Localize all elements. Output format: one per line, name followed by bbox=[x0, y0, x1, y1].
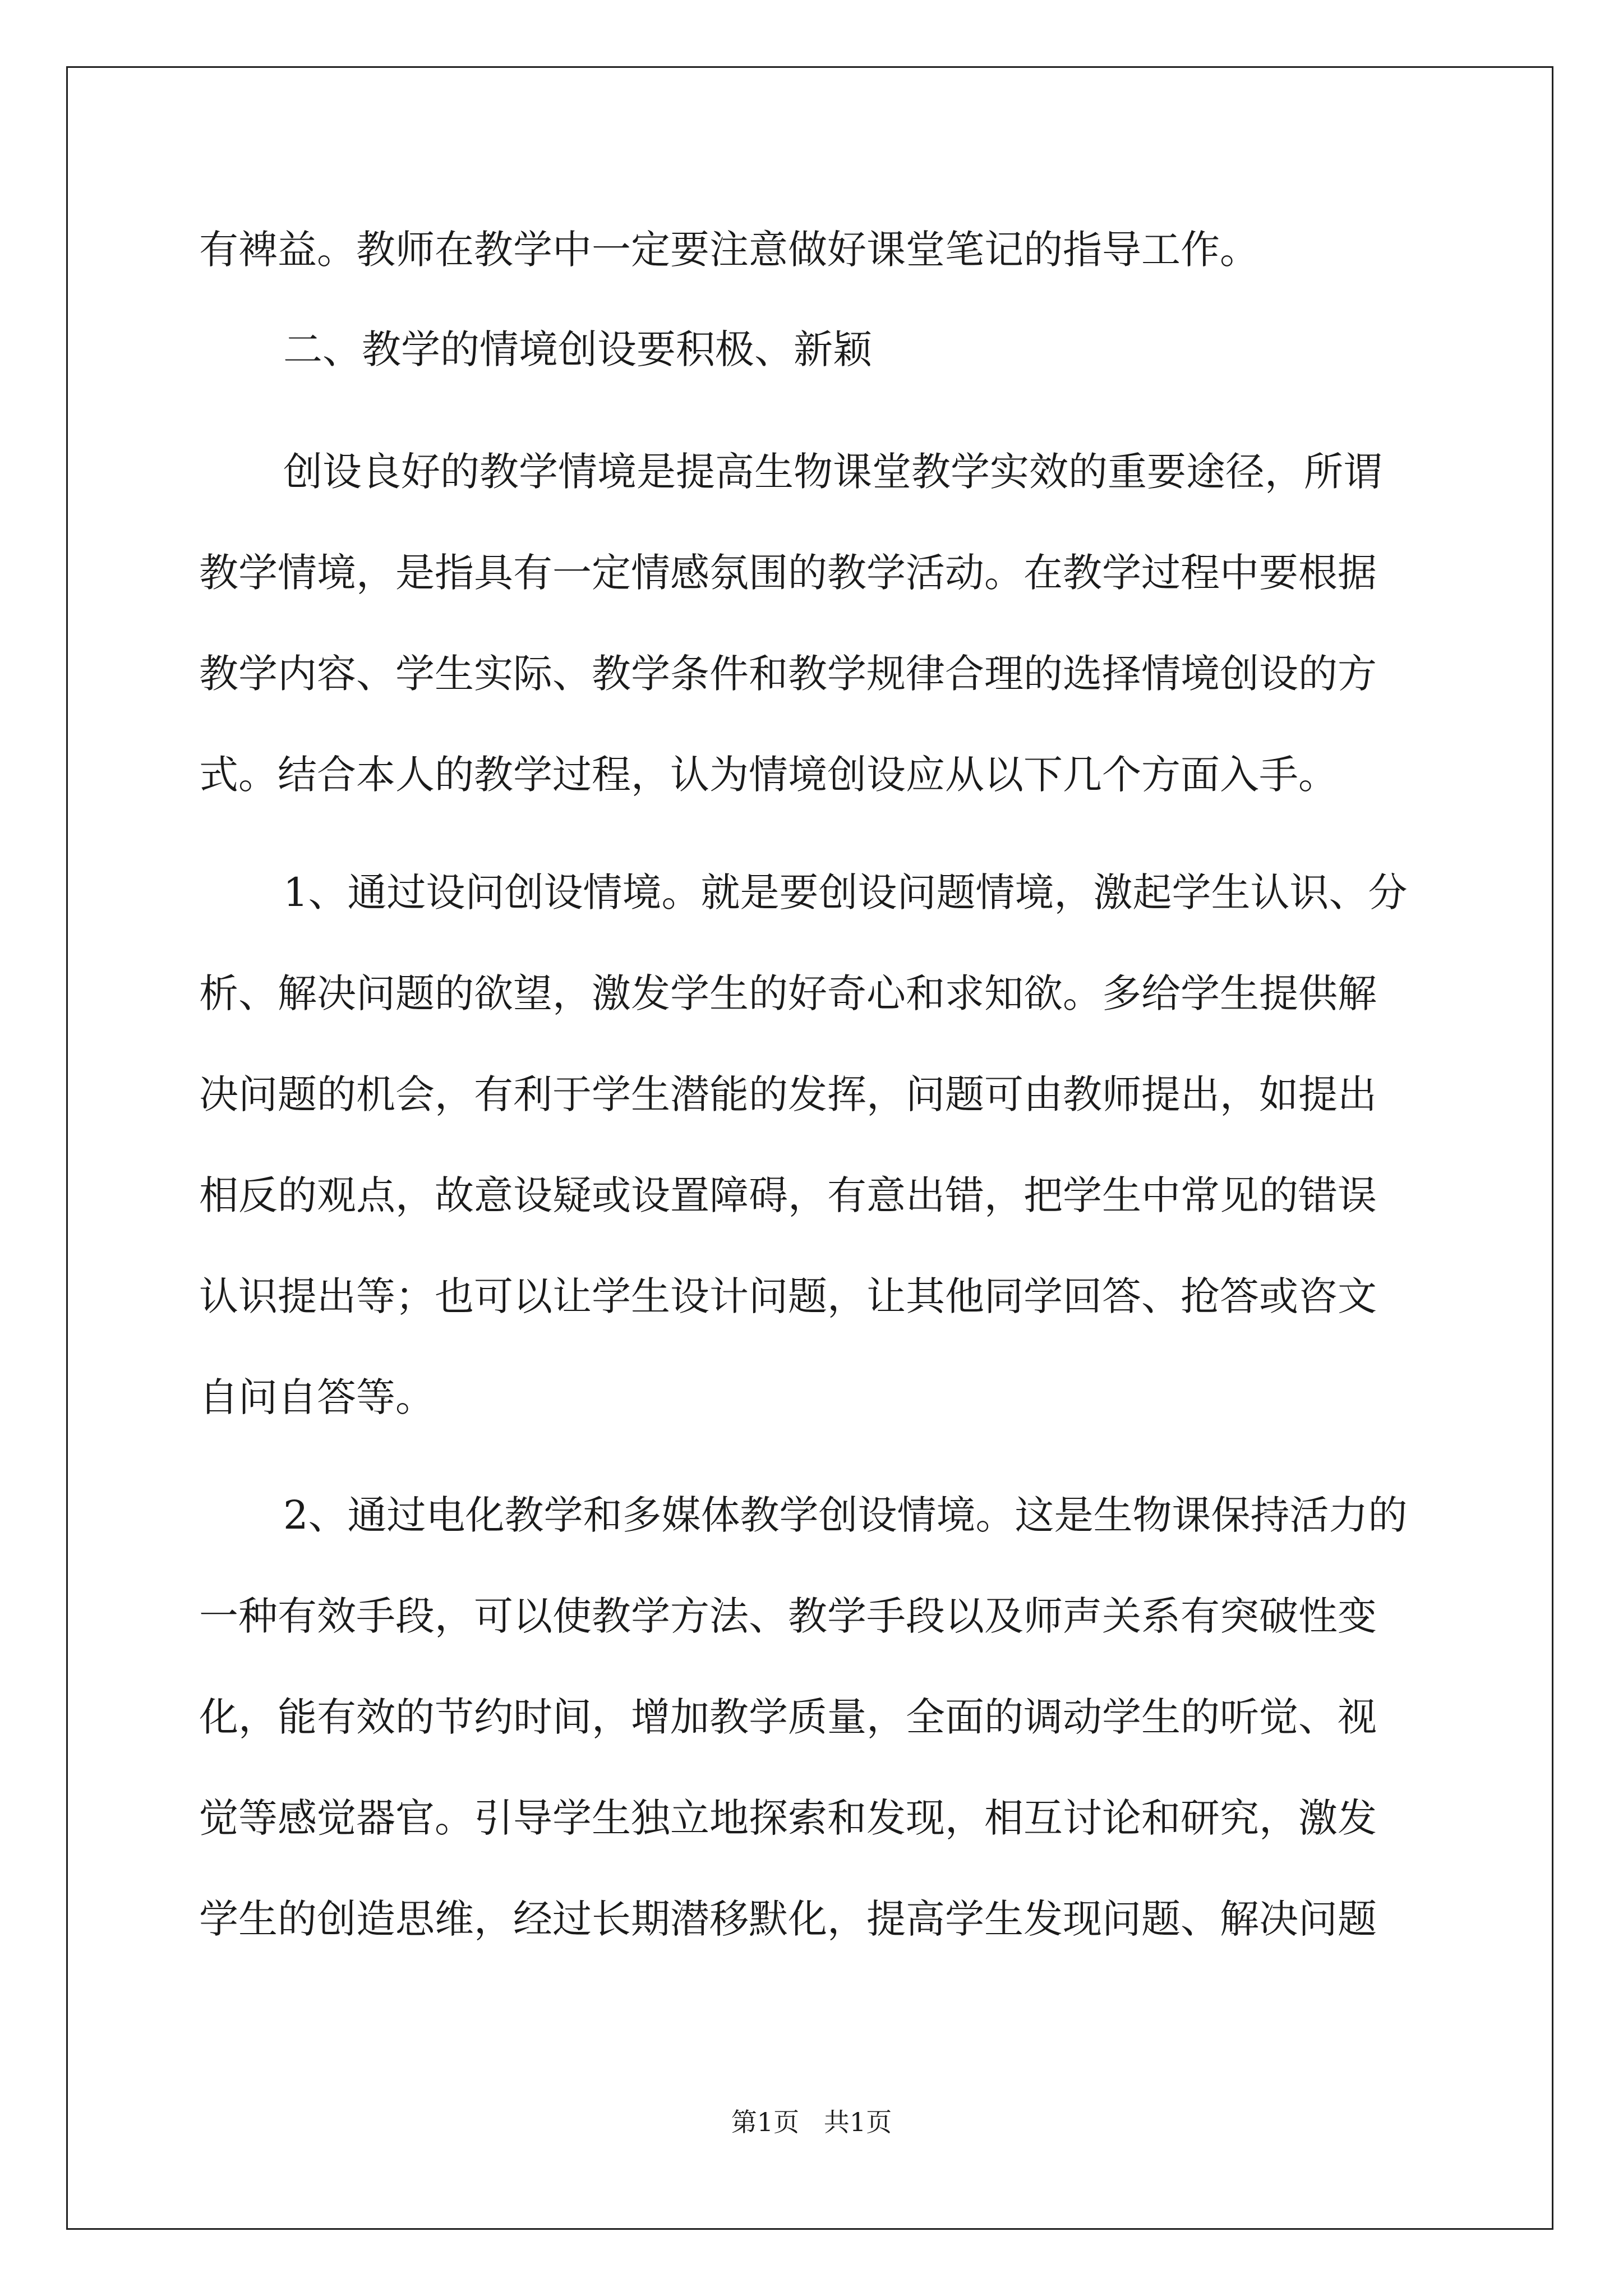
page-number-footer: 第1页 共1页 bbox=[731, 2107, 892, 2137]
text-line: 决问题的机会，有利于学生潜能的发挥，问题可由教师提出，如提出 bbox=[199, 1071, 1377, 1117]
text-line: 教学内容、学生实际、教学条件和教学规律合理的选择情境创设的方 bbox=[199, 651, 1377, 697]
text-line: 创设良好的教学情境是提高生物课堂教学实效的重要途径，所谓 bbox=[283, 449, 1382, 495]
text-line: 析、解决问题的欲望，激发学生的好奇心和求知欲。多给学生提供解 bbox=[199, 970, 1377, 1016]
text-line: 教学情境，是指具有一定情感氛围的教学活动。在教学过程中要根据 bbox=[199, 550, 1377, 596]
text-line: 一种有效手段，可以使教学方法、教学手段以及师声关系有突破性变 bbox=[199, 1593, 1377, 1639]
section-heading: 二、教学的情境创设要积极、新颖 bbox=[283, 326, 872, 372]
text-line: 有裨益。教师在教学中一定要注意做好课堂笔记的指导工作。 bbox=[199, 227, 1259, 273]
text-line: 2、通过电化教学和多媒体教学创设情境。这是生物课保持活力的 bbox=[283, 1492, 1408, 1538]
text-line: 觉等感觉器官。引导学生独立地探索和发现，相互讨论和研究，激发 bbox=[199, 1795, 1377, 1841]
text-line: 化，能有效的节约时间，增加教学质量，全面的调动学生的听觉、视 bbox=[199, 1694, 1377, 1740]
text-line: 1、通过设问创设情境。就是要创设问题情境，激起学生认识、分 bbox=[283, 869, 1408, 915]
text-line: 相反的观点，故意设疑或设置障碍，有意出错，把学生中常见的错误 bbox=[199, 1172, 1377, 1218]
text-line: 式。结合本人的教学过程，认为情境创设应从以下几个方面入手。 bbox=[199, 752, 1338, 798]
text-line: 认识提出等；也可以让学生设计问题，让其他同学回答、抢答或咨文 bbox=[199, 1273, 1377, 1319]
text-line: 学生的创造思维，经过长期潜移默化，提高学生发现问题、解决问题 bbox=[199, 1896, 1377, 1942]
text-line: 自问自答等。 bbox=[199, 1374, 435, 1420]
